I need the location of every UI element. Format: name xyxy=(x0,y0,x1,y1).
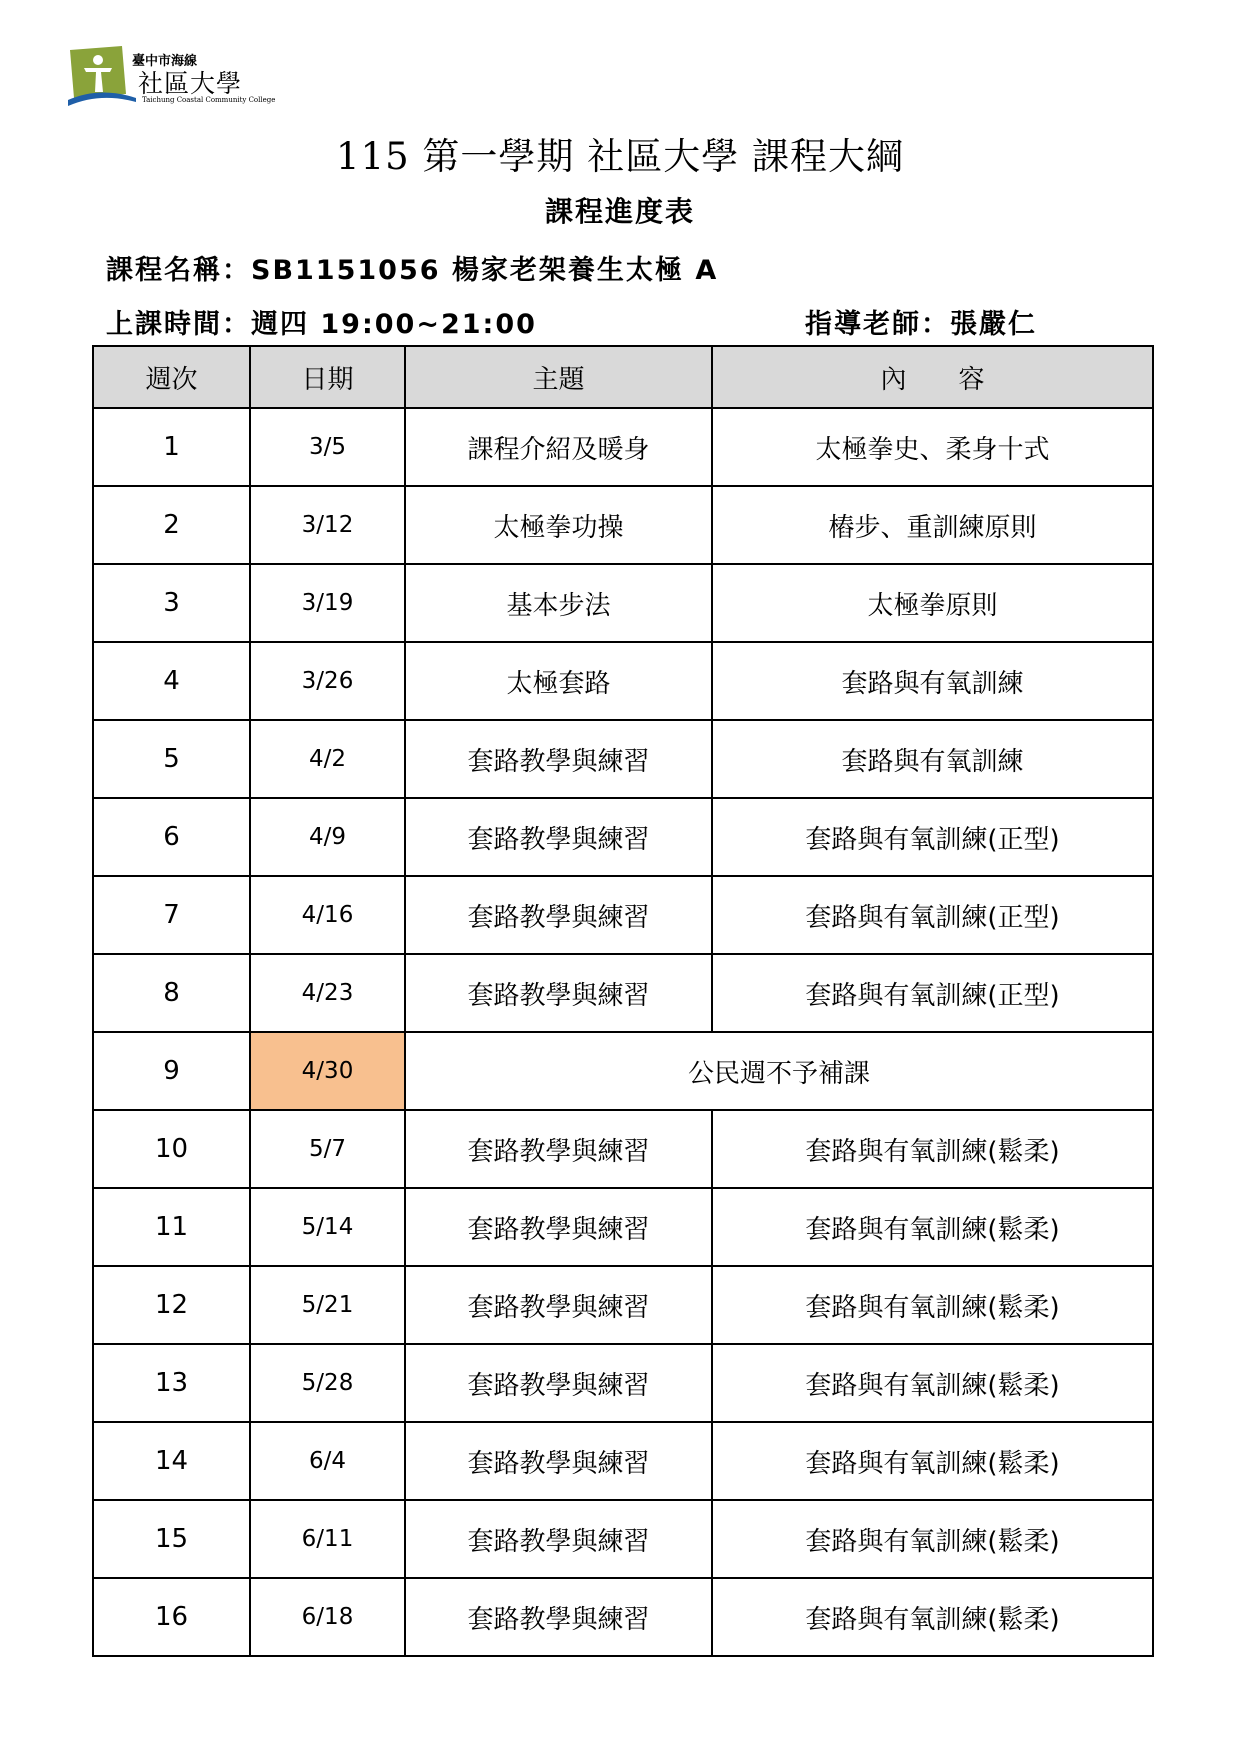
content-cell: 套路與有氧訓練(鬆柔) xyxy=(712,1110,1153,1188)
week-cell: 12 xyxy=(93,1266,250,1344)
content-cell: 套路與有氧訓練(鬆柔) xyxy=(712,1266,1153,1344)
header-content: 內 容 xyxy=(712,346,1153,408)
content-cell: 套路與有氧訓練(鬆柔) xyxy=(712,1422,1153,1500)
logo-english-text: Taichung Coastal Community College xyxy=(142,96,276,104)
schedule-table xyxy=(92,345,1154,1657)
topic-cell: 套路教學與練習 xyxy=(405,1188,712,1266)
table-row xyxy=(93,1110,1153,1188)
content-cell: 套路與有氧訓練 xyxy=(712,720,1153,798)
week-cell: 14 xyxy=(93,1422,250,1500)
week-cell: 1 xyxy=(93,408,250,486)
content-cell: 太極拳原則 xyxy=(712,564,1153,642)
week-cell: 6 xyxy=(93,798,250,876)
table-row xyxy=(93,798,1153,876)
table-header-row xyxy=(93,346,1153,408)
topic-cell: 太極拳功操 xyxy=(405,486,712,564)
topic-cell: 套路教學與練習 xyxy=(405,954,712,1032)
table-row xyxy=(93,642,1153,720)
date-cell: 5/14 xyxy=(250,1188,405,1266)
topic-cell: 課程介紹及暖身 xyxy=(405,408,712,486)
logo-main-text: 社區大學 xyxy=(138,69,243,98)
course-name: 課程名稱：SB1151056 楊家老架養生太極 A xyxy=(106,255,719,286)
week-cell: 3 xyxy=(93,564,250,642)
table-row xyxy=(93,1344,1153,1422)
topic-cell: 太極套路 xyxy=(405,642,712,720)
table-row xyxy=(93,876,1153,954)
teacher-name: 指導老師：張嚴仁 xyxy=(805,309,1037,340)
table-row xyxy=(93,954,1153,1032)
date-cell: 5/7 xyxy=(250,1110,405,1188)
content-cell: 樁步、重訓練原則 xyxy=(712,486,1153,564)
table-row xyxy=(93,564,1153,642)
topic-cell: 套路教學與練習 xyxy=(405,876,712,954)
topic-cell: 套路教學與練習 xyxy=(405,1344,712,1422)
date-cell: 4/2 xyxy=(250,720,405,798)
topic-cell: 套路教學與練習 xyxy=(405,1422,712,1500)
college-logo xyxy=(66,44,286,110)
content-cell: 太極拳史、柔身十式 xyxy=(712,408,1153,486)
date-cell: 6/11 xyxy=(250,1500,405,1578)
week-cell: 15 xyxy=(93,1500,250,1578)
date-cell: 3/26 xyxy=(250,642,405,720)
week-cell: 16 xyxy=(93,1578,250,1656)
document-subtitle: 課程進度表 xyxy=(544,195,695,228)
community-college-logo-icon xyxy=(66,44,138,110)
topic-cell: 套路教學與練習 xyxy=(405,1110,712,1188)
table-row xyxy=(93,1422,1153,1500)
topic-cell: 套路教學與練習 xyxy=(405,1266,712,1344)
table-row xyxy=(93,1188,1153,1266)
content-cell: 套路與有氧訓練(鬆柔) xyxy=(712,1188,1153,1266)
content-cell: 套路與有氧訓練(鬆柔) xyxy=(712,1578,1153,1656)
table-row xyxy=(93,486,1153,564)
date-cell: 4/23 xyxy=(250,954,405,1032)
topic-cell: 套路教學與練習 xyxy=(405,798,712,876)
date-cell: 3/19 xyxy=(250,564,405,642)
holiday-note-cell: 公民週不予補課 xyxy=(405,1032,1153,1110)
class-time: 上課時間：週四 19:00~21:00 xyxy=(106,309,537,340)
table-row xyxy=(93,720,1153,798)
week-cell: 5 xyxy=(93,720,250,798)
table-row xyxy=(93,1032,1153,1110)
table-row xyxy=(93,408,1153,486)
table-row xyxy=(93,1500,1153,1578)
week-cell: 9 xyxy=(93,1032,250,1110)
header-date: 日期 xyxy=(250,346,405,408)
topic-cell: 套路教學與練習 xyxy=(405,1500,712,1578)
header-topic: 主題 xyxy=(405,346,712,408)
date-cell: 6/18 xyxy=(250,1578,405,1656)
week-cell: 7 xyxy=(93,876,250,954)
week-cell: 11 xyxy=(93,1188,250,1266)
date-cell: 5/21 xyxy=(250,1266,405,1344)
topic-cell: 套路教學與練習 xyxy=(405,720,712,798)
date-cell: 3/5 xyxy=(250,408,405,486)
date-cell: 3/12 xyxy=(250,486,405,564)
date-cell: 4/9 xyxy=(250,798,405,876)
week-cell: 13 xyxy=(93,1344,250,1422)
logo-top-text: 臺中市海線 xyxy=(132,54,198,69)
week-cell: 4 xyxy=(93,642,250,720)
table-row xyxy=(93,1578,1153,1656)
table-row xyxy=(93,1266,1153,1344)
topic-cell: 基本步法 xyxy=(405,564,712,642)
date-cell-highlighted: 4/30 xyxy=(250,1032,405,1110)
week-cell: 2 xyxy=(93,486,250,564)
content-cell: 套路與有氧訓練(鬆柔) xyxy=(712,1344,1153,1422)
date-cell: 6/4 xyxy=(250,1422,405,1500)
content-cell: 套路與有氧訓練(正型) xyxy=(712,876,1153,954)
content-cell: 套路與有氧訓練(正型) xyxy=(712,798,1153,876)
date-cell: 5/28 xyxy=(250,1344,405,1422)
content-cell: 套路與有氧訓練(鬆柔) xyxy=(712,1500,1153,1578)
document-title: 115 第一學期 社區大學 課程大綱 xyxy=(336,135,904,178)
header-week: 週次 xyxy=(93,346,250,408)
content-cell: 套路與有氧訓練(正型) xyxy=(712,954,1153,1032)
week-cell: 10 xyxy=(93,1110,250,1188)
content-cell: 套路與有氧訓練 xyxy=(712,642,1153,720)
topic-cell: 套路教學與練習 xyxy=(405,1578,712,1656)
date-cell: 4/16 xyxy=(250,876,405,954)
week-cell: 8 xyxy=(93,954,250,1032)
